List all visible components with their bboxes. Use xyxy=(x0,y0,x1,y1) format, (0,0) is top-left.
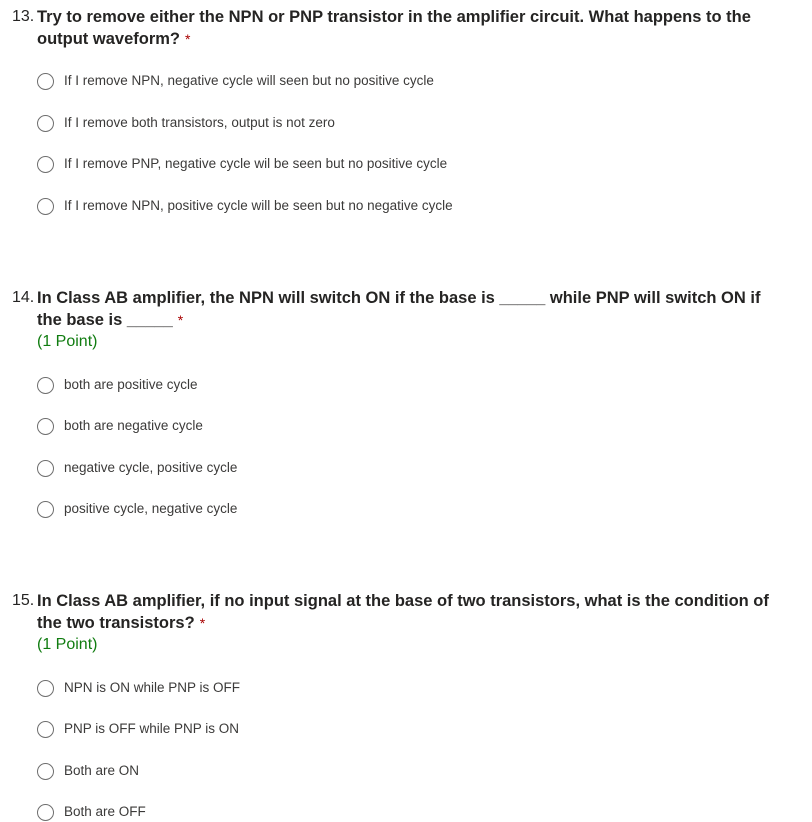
radio-circle-icon[interactable] xyxy=(37,804,54,821)
option-radio[interactable] xyxy=(37,71,434,91)
question-number: 15. xyxy=(12,592,35,609)
radio-circle-icon[interactable] xyxy=(37,501,54,518)
question-13 xyxy=(0,6,812,213)
option-radio[interactable] xyxy=(37,113,335,133)
question-points: (1 Point) xyxy=(37,333,98,350)
question-number: 14. xyxy=(12,289,35,306)
option-radio[interactable] xyxy=(37,761,139,781)
option-label: both are positive cycle xyxy=(64,377,198,392)
option-radio[interactable] xyxy=(37,719,239,739)
radio-circle-icon[interactable] xyxy=(37,377,54,394)
question-header xyxy=(0,590,812,656)
radio-circle-icon[interactable] xyxy=(37,721,54,738)
option-label: positive cycle, negative cycle xyxy=(64,501,238,516)
option-radio[interactable] xyxy=(37,375,198,395)
option-radio[interactable] xyxy=(37,802,146,822)
question-header xyxy=(0,6,812,50)
option-label: If I remove both transistors, output is not zero xyxy=(64,115,335,130)
required-asterisk: * xyxy=(185,31,191,47)
option-label: If I remove PNP, negative cycle wil be seen but no positive cycle xyxy=(64,156,448,171)
required-asterisk: * xyxy=(177,312,184,328)
radio-circle-icon[interactable] xyxy=(37,460,54,477)
question-number: 13. xyxy=(12,8,35,25)
radio-circle-icon[interactable] xyxy=(37,115,54,132)
radio-circle-icon[interactable] xyxy=(37,418,54,435)
question-title: Try to remove either the NPN or PNP transistor in the amplifier circuit. What happens to the output waveform? xyxy=(37,8,751,48)
option-label: If I remove NPN, negative cycle will seen but no positive cycle xyxy=(64,73,434,88)
option-label: negative cycle, positive cycle xyxy=(64,460,238,475)
question-header xyxy=(0,287,812,353)
question-title: In Class AB amplifier, if no input signal at the base of two transistors, what is the condition of the two transistors? xyxy=(37,592,769,632)
option-label: NPN is ON while PNP is OFF xyxy=(64,680,241,695)
question-14 xyxy=(0,287,812,516)
option-label: If I remove NPN, positive cycle will be seen but no negative cycle xyxy=(64,198,453,213)
option-radio[interactable] xyxy=(37,678,240,698)
radio-circle-icon[interactable] xyxy=(37,763,54,780)
option-radio[interactable] xyxy=(37,154,447,174)
option-label: Both are OFF xyxy=(64,804,146,819)
question-points: (1 Point) xyxy=(37,636,98,653)
question-15 xyxy=(0,590,812,819)
radio-circle-icon[interactable] xyxy=(37,198,54,215)
radio-circle-icon[interactable] xyxy=(37,680,54,697)
option-radio[interactable] xyxy=(37,196,453,216)
option-radio[interactable] xyxy=(37,416,203,436)
option-label: PNP is OFF while PNP is ON xyxy=(64,721,240,736)
option-label: Both are ON xyxy=(64,763,140,778)
option-radio[interactable] xyxy=(37,458,237,478)
option-label: both are negative cycle xyxy=(64,418,203,433)
required-asterisk: * xyxy=(199,615,206,631)
radio-circle-icon[interactable] xyxy=(37,73,54,90)
radio-circle-icon[interactable] xyxy=(37,156,54,173)
option-radio[interactable] xyxy=(37,499,237,519)
question-title: In Class AB amplifier, the NPN will switch ON if the base is _____ while PNP will switch ON if the base is _____ xyxy=(37,289,761,329)
